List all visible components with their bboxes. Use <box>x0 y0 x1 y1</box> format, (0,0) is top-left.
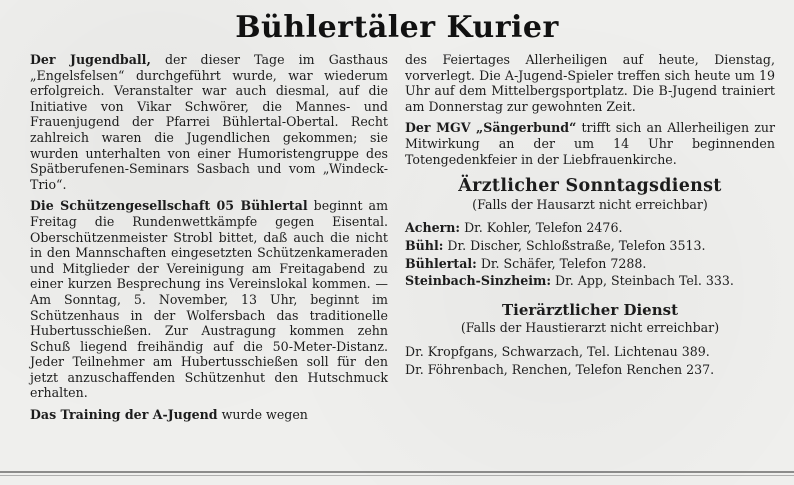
article-body: wurde wegen <box>217 407 308 423</box>
vet-entry: Dr. Kropfgans, Schwarzach, Tel. Lichtenau 389. <box>405 343 710 359</box>
doctor-entry <box>405 238 775 254</box>
vet-entry: Dr. Föhrenbach, Renchen, Telefon Renchen 237. <box>405 361 715 377</box>
article-training-start <box>30 407 388 423</box>
article-training-continued <box>405 52 775 114</box>
article-body: der dieser Tage im Gasthaus „Engelsfelsen“ durchgeführt wurde, war wiederum erfolgreich. Veranstalter war auch diesmal, auf die Initiative von Vikar Schwörer, die Mannes- und Frauenjugend der Pfarrei Bühlertal-Obertal. Recht zahlreich waren die Jugendlichen gekommen; sie wurden unterhalten von einer Humoristengruppe des Spätberufenen-Seminars Sasbach und vom „Windeck-Trio“. <box>30 52 388 192</box>
masthead-title: Bühlertäler Kurier <box>235 10 559 45</box>
doctor-place: Steinbach-Sinzheim: <box>405 273 551 289</box>
article-schuetzengesellschaft <box>30 198 388 401</box>
left-column <box>30 52 388 429</box>
article-mgv-saengerbund <box>405 120 775 167</box>
right-column <box>405 52 775 379</box>
article-jugendball <box>30 52 388 192</box>
article-lead: Der Jugendball, <box>30 52 151 67</box>
doctor-place: Bühlertal: <box>405 255 477 271</box>
doctor-detail: Dr. Kohler, Telefon 2476. <box>460 220 623 236</box>
doctor-entry <box>405 220 775 236</box>
doctor-entry <box>405 256 775 272</box>
bottom-rule <box>0 471 794 473</box>
vet-service-subtitle: (Falls der Haustierarzt nicht erreichbar) <box>460 320 720 336</box>
article-lead: Der MGV „Sängerbund“ <box>405 120 577 136</box>
doctor-service-subtitle: (Falls der Hausarzt nicht erreichbar) <box>472 196 708 212</box>
article-body: trifft sich an Allerheiligen zur Mitwirkung an der um 14 Uhr beginnenden Totengedenkfeier in der Liebfrauenkirche. <box>405 120 775 167</box>
doctor-detail: Dr. App, Steinbach Tel. 333. <box>551 273 734 289</box>
article-lead: Das Training der A-Jugend <box>30 407 218 423</box>
doctor-detail: Dr. Schäfer, Telefon 7288. <box>476 255 647 271</box>
doctor-place: Bühl: <box>405 237 444 253</box>
doctor-place: Achern: <box>405 220 461 236</box>
vet-service-heading: Tierärztlicher Dienst <box>501 300 678 319</box>
doctor-service-heading: Ärztlicher Sonntagsdienst <box>458 176 722 197</box>
doctor-detail: Dr. Discher, Schloßstraße, Telefon 3513. <box>443 237 706 253</box>
doctor-entry <box>405 273 775 289</box>
article-body: beginnt am Freitag die Rundenwettkämpfe gegen Eisental. Oberschützenmeister Strobl bittet, daß auch die nicht in den Mannschaften eingesetzten Schützenkameraden und Mitglieder der Vereinigung am Freitagabend zu einer kurzen Besprechung ins Vereinslokal kommen. — Am Sonntag, 5. November, 13 Uhr, beginnt im Schützenhaus in der Wolfersbach das traditionelle Hubertusschießen. Zur Austragung kommen zehn Schuß liegend freihändig auf die 50-Meter-Distanz. Jeder Teilnehmer am Hubertusschießen soll für den jetzt anzuschaffenden Schützenhut den Hutschmuck erhalten. <box>30 198 389 401</box>
article-lead: Die Schützengesellschaft 05 Bühlertal <box>30 198 308 214</box>
article-body: des Feiertages Allerheiligen auf heute, Dienstag, vorverlegt. Die A-Jugend-Spieler treffen sich heute um 19 Uhr auf dem Mittelbergsportplatz. Die B-Jugend trainiert am Donnerstag zur gewohnten Zeit. <box>405 52 775 114</box>
bottom-rule-thin <box>0 475 794 476</box>
